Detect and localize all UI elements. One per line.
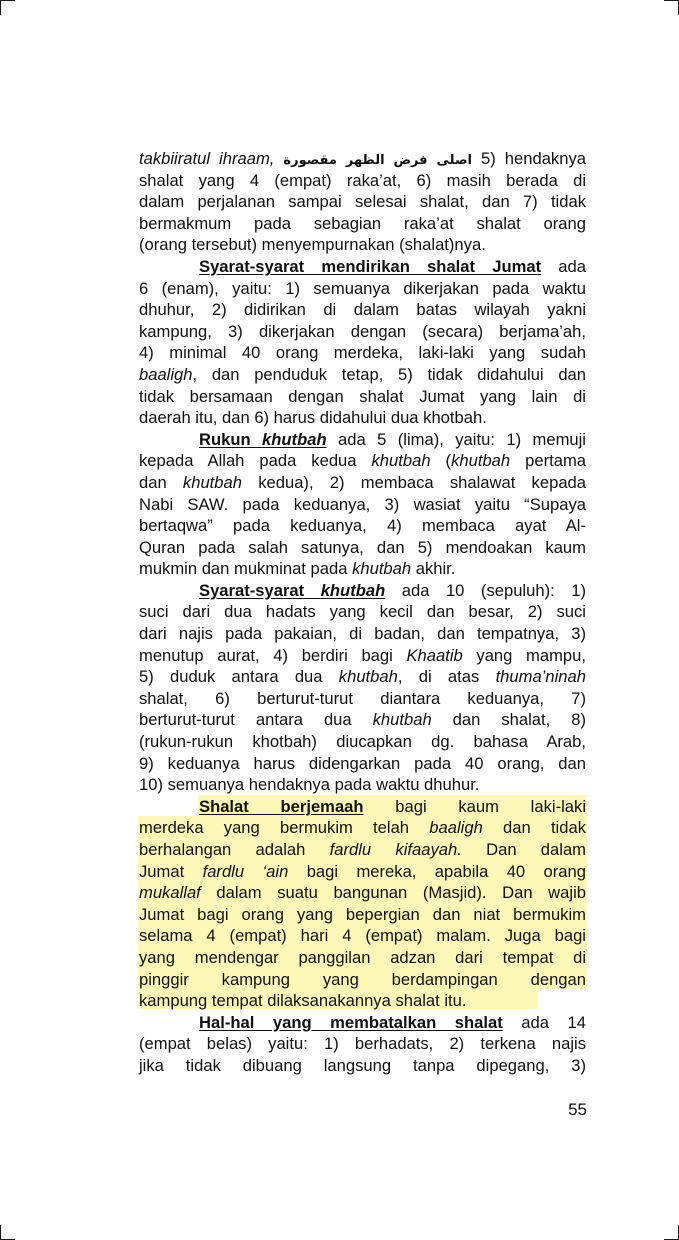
italic-term: takbiiratul ihraam, (139, 149, 275, 168)
text-line (139, 213, 586, 235)
text-span: berturut-turut antara dua (139, 710, 373, 730)
text-line (139, 256, 586, 278)
section-heading: Syarat-syarat mendirikan shalat Jumat (199, 256, 542, 276)
highlighted-paragraph (139, 796, 586, 1012)
text-span: ada 14 (502, 1012, 586, 1032)
text-span: yang mampu, (462, 645, 586, 665)
crop-mark-top-right-h (664, 0, 679, 1)
text-span: bagi kaum laki-laki (363, 796, 587, 816)
section-heading: Rukun (199, 429, 263, 449)
text-line (139, 947, 586, 969)
text-span: ada (541, 256, 586, 276)
text-span: bagi mereka, apabila 40 orang (288, 861, 586, 881)
text-span: dari najis pada pakaian, di badan, dan tempatnya, 3) (139, 624, 586, 644)
text-span: akhir. (411, 559, 456, 579)
section-heading: Syarat-syarat (199, 580, 321, 600)
text-line (139, 623, 586, 645)
text-line (139, 1033, 586, 1055)
text-line (139, 580, 586, 602)
italic-term: fardlu ‘ain (202, 861, 289, 881)
paragraph (139, 1012, 586, 1077)
text-line (139, 234, 586, 256)
section-heading: khutbah (262, 429, 327, 449)
text-line (139, 558, 586, 580)
italic-term: khutbah (338, 667, 398, 687)
text-span: dan tidak (482, 818, 586, 838)
text-span: kampung, 3) dikerjakan dengan (secara) berjama’ah, (139, 321, 586, 341)
text-line (139, 839, 586, 861)
text-span: ada 5 (lima), yaitu: 1) memuji (326, 429, 586, 449)
text-span: 10) semuanya hendaknya pada waktu dhuhur. (139, 775, 480, 795)
text-span: , di atas (397, 667, 496, 687)
text-span: ( (430, 451, 452, 471)
text-line (139, 342, 586, 364)
text-line (139, 904, 586, 926)
text-span: dalam suatu bangunan (Masjid). Dan wajib (200, 883, 586, 903)
italic-term: fardlu kifaayah. (329, 840, 462, 859)
text-span: dan (139, 472, 183, 492)
text-span: 4) minimal 40 orang merdeka, laki-laki yang sudah (139, 343, 586, 363)
text-span: merdeka yang bermukim telah (139, 818, 430, 838)
italic-term: khutbah (371, 451, 431, 471)
paragraph (139, 580, 586, 796)
text-line (139, 774, 586, 796)
page-body-text (139, 148, 586, 1077)
text-span: tidak bersamaan dengan shalat Jumat yang lain di (139, 386, 586, 406)
text-line (139, 753, 586, 775)
crop-mark-top-left-v (0, 0, 1, 15)
text-span: ada 10 (sepuluh): 1) (385, 580, 586, 600)
text-span: bermakmum pada sebagian raka’at shalat orang (139, 213, 586, 233)
text-line (139, 1055, 586, 1077)
text-line (139, 299, 586, 321)
text-line (139, 170, 586, 192)
crop-mark-top-left-h (0, 0, 15, 1)
text-span: kepada Allah pada kedua (139, 451, 372, 471)
arabic-text: اصلى فرض الظهر مقصورة (283, 153, 472, 168)
text-span: dan shalat, 8) (431, 710, 586, 730)
text-span: 9) keduanya harus didengarkan pada 40 orang, dan (139, 753, 586, 773)
text-line (139, 817, 586, 839)
text-span: kedua), 2) membaca shalawat kepada (241, 472, 586, 492)
text-span: berhalangan adalah (139, 840, 330, 859)
text-span: dhuhur, 2) didirikan di dalam batas wilayah yakni (139, 300, 586, 320)
section-heading: Hal-hal yang membatalkan shalat (199, 1012, 503, 1032)
page-number: 55 (568, 1100, 587, 1119)
text-line (139, 494, 586, 516)
text-line (139, 429, 586, 451)
text-line (139, 278, 586, 300)
text-line (139, 990, 586, 1012)
text-span: Jumat bagi orang yang bepergian dan niat bermukim (139, 904, 586, 924)
text-span: Nabi SAW. pada keduanya, 3) wasiat yaitu “Supaya (139, 494, 586, 514)
paragraph (139, 148, 586, 256)
section-heading: khutbah (320, 580, 386, 600)
italic-term: khutbah (352, 559, 412, 579)
text-line (139, 364, 586, 386)
italic-term: baaligh (429, 818, 483, 838)
text-span: 5) hendaknya (471, 149, 586, 168)
text-span: Jumat (139, 861, 203, 881)
text-span: 6 (enam), yaitu: 1) semuanya dikerjakan pada waktu (139, 278, 586, 298)
text-line (139, 601, 586, 623)
text-span: suci dari dua hadats yang kecil dan besar, 2) suci (139, 602, 586, 622)
italic-term: Khaatib (406, 645, 463, 665)
text-span: daerah itu, dan 6) harus didahului dua khotbah. (139, 408, 487, 428)
section-heading: Shalat berjemaah (199, 796, 364, 816)
text-line (139, 386, 586, 408)
text-span: , dan penduduk tetap, 5) tidak didahului dan (192, 364, 586, 384)
text-span: 5) duduk antara dua (139, 667, 339, 687)
text-line (139, 796, 586, 818)
text-span: (orang tersebut) menyempurnakan (shalat)nya. (139, 235, 486, 255)
italic-term: khutbah (182, 472, 242, 492)
text-line (139, 515, 586, 537)
text-line (139, 321, 586, 343)
crop-mark-bottom-left-v (0, 1225, 1, 1240)
text-span: selama 4 (empat) hari 4 (empat) malam. Juga bagi (139, 926, 586, 946)
italic-term: mukallaf (139, 883, 201, 903)
text-line (139, 709, 586, 731)
italic-term: baaligh (139, 364, 193, 384)
text-span: kampung tempat dilaksanakannya shalat itu. (139, 991, 467, 1011)
text-line (139, 882, 586, 904)
italic-term: khutbah (451, 451, 511, 471)
text-span: (rukun-rukun khotbah) diucapkan dg. bahasa Arab, (139, 732, 586, 752)
text-line (139, 407, 586, 429)
text-span: jika tidak dibuang langsung tanpa dipegang, 3) (139, 1055, 586, 1075)
text-line (139, 731, 586, 753)
italic-term: thuma’ninah (495, 667, 586, 687)
text-span: (empat belas) yaitu: 1) berhadats, 2) terkena najis (139, 1034, 586, 1054)
text-line (139, 861, 586, 883)
text-span: bertaqwa” pada keduanya, 4) membaca ayat Al- (139, 516, 586, 536)
text-line (139, 666, 586, 688)
paragraph (139, 429, 586, 580)
text-span: pertama (510, 451, 586, 471)
text-line (139, 472, 586, 494)
paragraph (139, 256, 586, 429)
text-line (139, 645, 586, 667)
text-line (139, 537, 586, 559)
text-span: Quran pada salah satunya, dan 5) mendoakan kaum (139, 537, 586, 557)
text-span: Dan dalam (461, 840, 587, 859)
text-span: shalat yang 4 (empat) raka’at, 6) masih berada di (139, 170, 586, 190)
text-line (139, 925, 586, 947)
text-line (139, 450, 586, 472)
text-line (139, 148, 586, 170)
text-span: yang mendengar panggilan adzan dari tempat di (139, 947, 586, 967)
text-span: menutup aurat, 4) berdiri bagi (139, 645, 407, 665)
text-span: mukmin dan mukminat pada (139, 559, 353, 579)
text-line (139, 191, 586, 213)
italic-term: khutbah (372, 710, 432, 730)
text-span: shalat, 6) berturut-turut diantara keduanya, 7) (139, 688, 586, 708)
text-span: pinggir kampung yang berdampingan dengan (139, 969, 586, 989)
text-line (139, 688, 586, 710)
text-line (139, 969, 586, 991)
text-span: dalam perjalanan sampai selesai shalat, dan 7) tidak (139, 192, 586, 212)
text-line (139, 1012, 586, 1034)
